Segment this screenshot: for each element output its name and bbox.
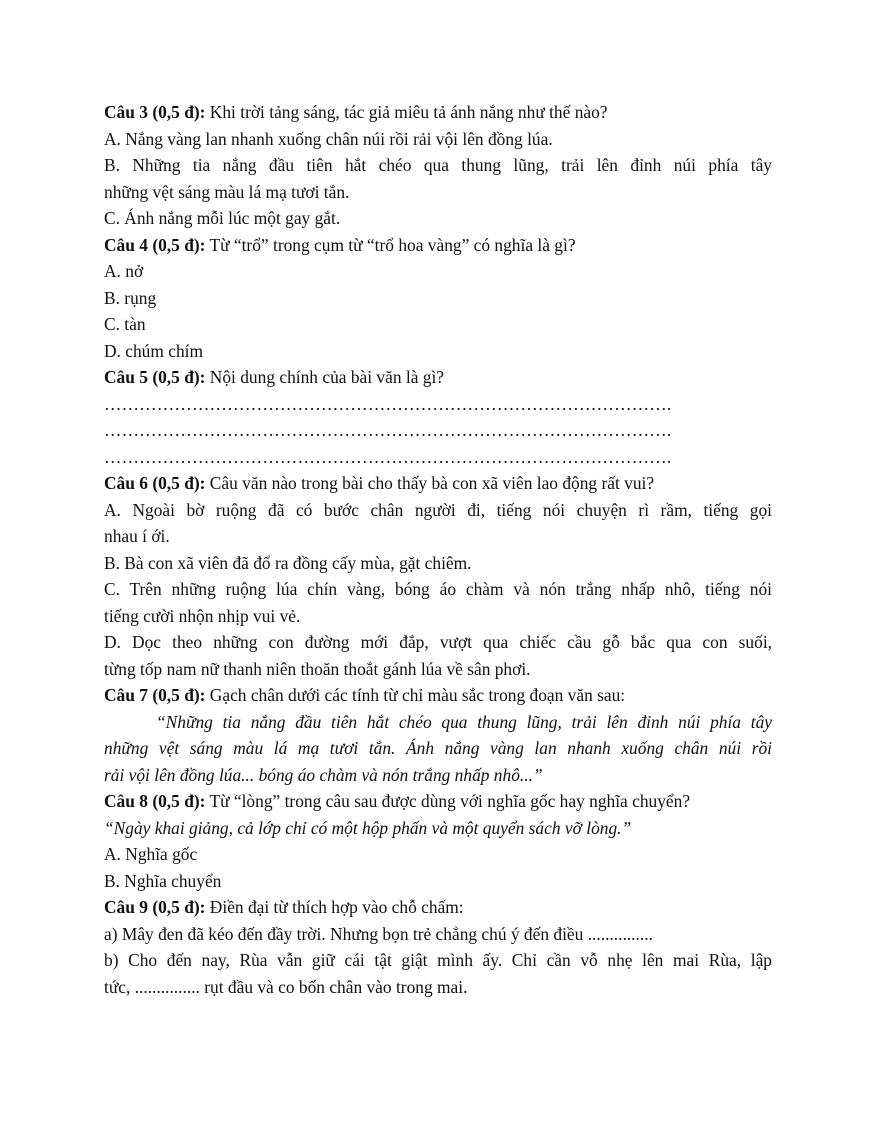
- answer-option: D. chúm chím: [104, 340, 204, 361]
- answer-option-continued: tiếng cười nhộn nhịp vui vẻ.: [104, 605, 301, 626]
- answer-option: C. Ánh nắng mỗi lúc một gay gắt.: [104, 208, 341, 228]
- question-text: Từ “trổ” trong cụm từ “trổ hoa vàng” có nghĩa là gì?: [205, 234, 576, 255]
- question-label: Câu 6 (0,5 đ):: [104, 473, 206, 493]
- answer-option: B. Những tia nắng đầu tiên hắt chéo qua thung lũng, trải lên đỉnh núi phía tây: [104, 155, 772, 175]
- answer-option: A. Ngoài bờ ruộng đã có bước chân người đi, tiếng nói chuyện rì rầm, tiếng gọi: [104, 499, 772, 520]
- answer-option-continued: nhau í ới.: [104, 526, 170, 546]
- question-8: [104, 788, 772, 815]
- quoted-sentence: “Ngày khai giảng, cả lớp chỉ có một hộp phấn và một quyển sách vỡ lòng.”: [104, 817, 632, 838]
- question-label: Câu 7 (0,5 đ):: [104, 685, 206, 705]
- question-text: Câu văn nào trong bài cho thấy bà con xã viên lao động rất vui?: [205, 473, 655, 493]
- document-page: [104, 99, 772, 1000]
- answer-option-continued: từng tốp nam nữ thanh niên thoăn thoắt gánh lúa về sân phơi.: [104, 658, 531, 679]
- answer-option-continued: những vệt sáng màu lá mạ tươi tắn.: [104, 181, 350, 202]
- question-label: Câu 5 (0,5 đ):: [104, 367, 206, 387]
- question-4: [104, 232, 772, 259]
- quoted-passage: “Những tia nắng đầu tiên hắt chéo qua thung lũng, trải lên đỉnh núi phía tây: [156, 711, 772, 732]
- answer-option: A. nở: [104, 261, 144, 281]
- answer-option: B. Nghĩa chuyển: [104, 870, 222, 891]
- question-text: Gạch chân dưới các tính từ chỉ màu sắc trong đoạn văn sau:: [205, 685, 626, 705]
- answer-dotted-line[interactable]: …………………………………………………………………………………….: [104, 393, 672, 414]
- fill-in-item: b) Cho đến nay, Rùa vẫn giữ cái tật giật mình ấy. Chỉ cần vỗ nhẹ lên mai Rùa, lập: [104, 950, 772, 970]
- answer-option: C. Trên những ruộng lúa chín vàng, bóng áo chàm và nón trắng nhấp nhô, tiếng nói: [104, 579, 772, 599]
- question-label: Câu 3 (0,5 đ):: [104, 102, 206, 122]
- quoted-passage: rải vội lên đồng lúa... bóng áo chàm và nón trắng nhấp nhô...”: [104, 764, 543, 785]
- question-7: [104, 682, 772, 709]
- question-text: Điền đại từ thích hợp vào chỗ chấm:: [205, 897, 464, 917]
- question-6: [104, 470, 772, 497]
- question-text: Từ “lòng” trong câu sau được dùng với nghĩa gốc hay nghĩa chuyển?: [205, 791, 691, 811]
- answer-option: A. Nắng vàng lan nhanh xuống chân núi rồi rải vội lên đồng lúa.: [104, 128, 553, 149]
- question-9: [104, 894, 772, 921]
- answer-option: C. tàn: [104, 314, 146, 334]
- quoted-passage: những vệt sáng màu lá mạ tươi tắn. Ánh nắng vàng lan nhanh xuống chân núi rồi: [104, 738, 772, 758]
- question-text: Nội dung chính của bài văn là gì?: [205, 367, 445, 387]
- question-text: Khi trời tảng sáng, tác giả miêu tả ánh nắng như thế nào?: [205, 102, 608, 122]
- question-label: Câu 8 (0,5 đ):: [104, 791, 206, 811]
- fill-in-item: a) Mây đen đã kéo đến đầy trời. Nhưng bọn trẻ chẳng chú ý đến điều ...............: [104, 923, 653, 944]
- answer-option: A. Nghĩa gốc: [104, 844, 198, 864]
- fill-in-item-continued: tức, ............... rụt đầu và co bốn chân vào trong mai.: [104, 976, 468, 997]
- question-5: [104, 364, 772, 391]
- answer-option: B. rụng: [104, 287, 157, 308]
- answer-option: D. Dọc theo những con đường mới đắp, vượt qua chiếc cầu gỗ bắc qua con suối,: [104, 632, 772, 652]
- answer-option: B. Bà con xã viên đã đổ ra đồng cấy mùa, gặt chiêm.: [104, 552, 472, 573]
- answer-dotted-line[interactable]: …………………………………………………………………………………….: [104, 446, 672, 467]
- question-label: Câu 4 (0,5 đ):: [104, 234, 206, 255]
- answer-dotted-line[interactable]: …………………………………………………………………………………….: [104, 420, 672, 440]
- question-3: [104, 99, 772, 126]
- question-label: Câu 9 (0,5 đ):: [104, 897, 206, 917]
